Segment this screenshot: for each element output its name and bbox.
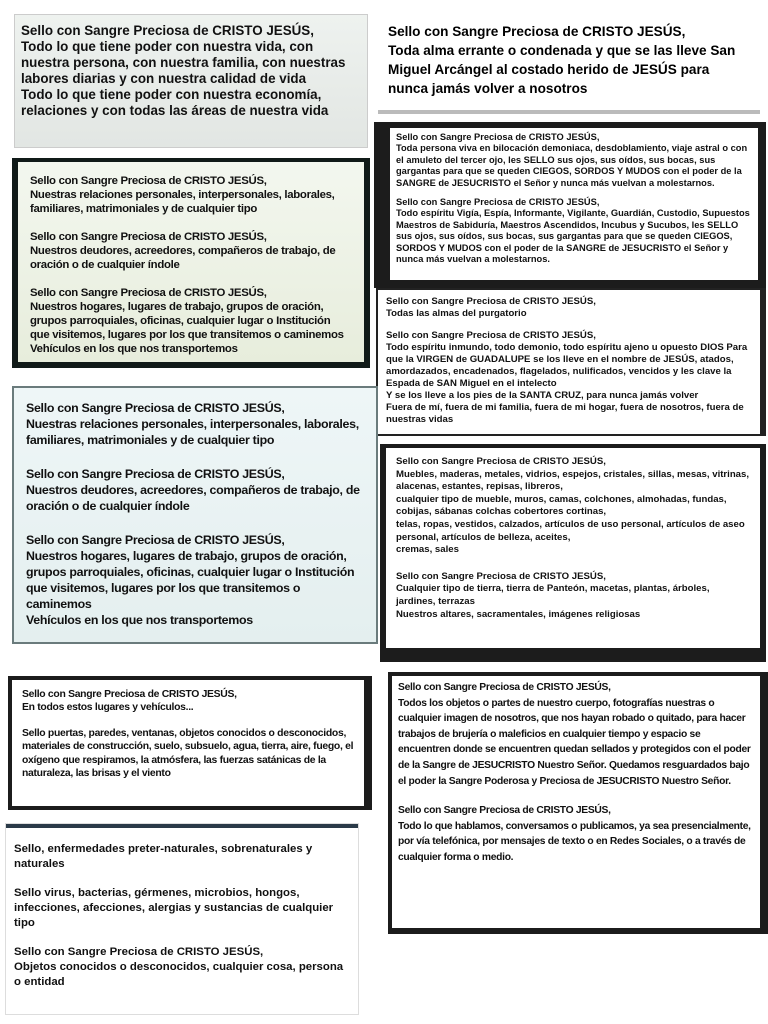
prayer-paragraph: Sello, enfermedades preter-naturales, sobrenaturales y naturales [14,843,313,870]
prayer-paragraph: Sello con Sangre Preciosa de CRISTO JESÚS, Todo espíritu inmundo, todo demonio, todo espíritu ajeno u opuesto DIOS Para que la VIRGEN de GUADALUPE se los lleve en el nombre de JESÚS, atados, amordazados, encadenados, flagelados, nulificados, vencidos y les clave la Espada de SAN Miguel en el intelecto Y se los lleve a los pies de la SANTA CRUZ, para nunca jamás volver Fuera de mí, fuera de mi familia, fuera de mi hogar, fuera de nosotros, fuera de nuestras vidas [386,330,748,425]
prayer-paragraph: Sello puertas, paredes, ventanas, objetos conocidos o desconocidos, materiales de construcción, suelo, subsuelo, agua, tierra, aire, fuego, el oxígeno que respiramos, la atmósfera, las fuerzas satánicas de la naturaleza, las brisas y el viento [22,727,354,780]
prayer-paragraph: Sello con Sangre Preciosa de CRISTO JESÚS, Muebles, maderas, metales, vidrios, espejos, cristales, sillas, mesas, vitrinas, alacenas, estantes, repisas, libreros, cualquier tipo de mueble, muros, camas, colchones, almohadas, fundas, cobijas, sábanas colchas cobertores cortinas, telas, ropas, vestidos, calzados, artículos de uso personal, artículos de aseo personal, artículos de belleza, aceites, cremas, sales [396,456,750,556]
prayer-card-8 [8,676,372,810]
prayer-paragraph: Sello con Sangre Preciosa de CRISTO JESÚS, Nuestras relaciones personales, interpersonales, laborales, familiares, matrimoniales y de cualquier tipo [26,401,359,447]
prayer-card-3 [374,122,766,288]
prayer-paragraph: Sello con Sangre Preciosa de CRISTO JESÚS, Cualquier tipo de tierra, tierra de Panteón, macetas, plantas, árboles, jardines, terrazas Nuestros altares, sacramentales, imágenes religiosas [396,570,710,620]
prayer-paragraph: Sello con Sangre Preciosa de CRISTO JESÚS, Objetos conocidos o desconocidos, cualquier cosa, persona o entidad [14,946,344,988]
prayer-card-1 [14,14,368,148]
prayer-card-4 [12,158,370,368]
prayer-paragraph: Sello con Sangre Preciosa de CRISTO JESÚS, Todo espíritu Vigía, Espía, Informante, Vigilante, Guardián, Custodio, Supuestos Maestros de Sabiduría, Maestros Ascendidos, Incubus y Sucubos, les SELLO sus ojos, sus oídos, sus bocas, sus gargantas para que se queden CIEGOS, SORDOS Y MUDOS con el poder de la SANGRE de JESUCRISTO el Señor y nunca más vuelvan a molestarnos. [396,197,750,265]
prayer-paragraph: Sello con Sangre Preciosa de CRISTO JESÚS, Todo lo que tiene poder con nuestra vida, con nuestra persona, con nuestra familia, con nuestras labores diarias y con nuestra calidad de vida Todo lo que tiene poder con nuestra economía, relaciones y con todas las áreas de nuestra vida [21,23,346,118]
prayer-paragraph: Sello con Sangre Preciosa de CRISTO JESÚS, En todos estos lugares y vehículos... [22,689,237,714]
prayer-paragraph: Sello con Sangre Preciosa de CRISTO JESÚS, Nuestros hogares, lugares de trabajo, grupos de oración, grupos parroquiales, oficinas, cualquier lugar o Institución que visitemos, lugares por los que transitemos o caminemos Vehículos en los que nos transportemos [26,533,355,627]
prayer-paragraph: Sello con Sangre Preciosa de CRISTO JESÚS, Todas las almas del purgatorio [386,296,596,319]
prayer-paragraph: Sello con Sangre Preciosa de CRISTO JESÚS, Nuestros deudores, acreedores, compañeros de trabajo, de oración o de cualquier índole [26,467,360,513]
prayer-card-5 [376,288,766,436]
prayer-paragraph: Sello con Sangre Preciosa de CRISTO JESÚS, Todos los objetos o partes de nuestro cuerpo, fotografías nuestras o cualquier imagen de nosotros, que nos hayan robado o quitado, para hacer trabajos de brujería o maleficios en cualquier tiempo y espacio se encuentren donde se encuentren quedan sellados y protegidos con el poder de la Sangre de JESUCRISTO Nuestro Señor. Quedamos resguardados bajo el poder la Sangre Poderosa y Preciosa de JESUCRISTO Nuestro Señor. [398,682,751,787]
prayer-card-7 [380,444,766,662]
prayer-card-2 [378,14,760,114]
prayer-card-6 [12,386,378,644]
prayer-paragraph: Sello con Sangre Preciosa de CRISTO JESÚS, Toda persona viva en bilocación demoniaca, desdoblamiento, viaje astral o con el amuleto del tercer ojo, les SELLO sus ojos, sus oídos, sus bocas, sus gargantas para que se queden CIEGOS, SORDOS Y MUDOS con el poder de la SANGRE de JESUCRISTO el Señor y nunca más vuelvan a molestarnos. [396,132,748,188]
prayer-paragraph: Sello con Sangre Preciosa de CRISTO JESÚS, Nuestros hogares, lugares de trabajo, grupos de oración, grupos parroquiales, oficinas, cualquier lugar o Institución que visitemos, lugares por los que transitemos o caminemos Vehículos en los que nos transportemos [30,287,344,355]
prayer-paragraph: Sello virus, bacterias, gérmenes, microbios, hongos, infecciones, afecciones, alergias y sustancias de cualquier tipo [14,887,334,929]
prayer-card-9 [388,672,768,934]
prayer-card-10 [6,824,358,1014]
prayer-paragraph: Sello con Sangre Preciosa de CRISTO JESÚS, Nuestras relaciones personales, interpersonales, laborales, familiares, matrimoniales y de cualquier tipo [30,175,335,215]
prayer-paragraph: Sello con Sangre Preciosa de CRISTO JESÚS, Toda alma errante o condenada y que se las lleve San Miguel Arcángel al costado herido de JESÚS para nunca jamás volver a nosotros [388,24,736,96]
prayer-paragraph: Sello con Sangre Preciosa de CRISTO JESÚS, Todo lo que hablamos, conversamos o publicamos, ya sea presencialmente, por vía telefónica, por mensajes de texto o en Redes Sociales, o a través de cualquier forma o medio. [398,805,751,863]
prayer-paragraph: Sello con Sangre Preciosa de CRISTO JESÚS, Nuestros deudores, acreedores, compañeros de trabajo, de oración o de cualquier índole [30,231,336,271]
